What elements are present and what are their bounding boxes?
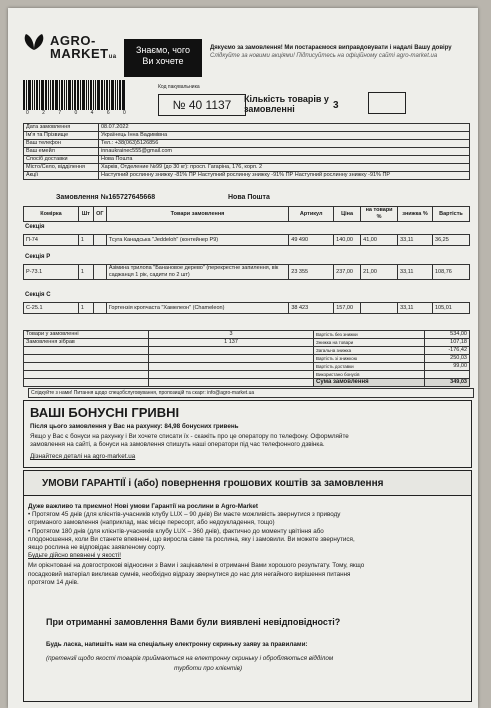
item-cell: 237,00 xyxy=(334,265,361,280)
column-header: Шт xyxy=(78,207,93,222)
barcode-bar xyxy=(90,80,92,110)
column-header: Вартість xyxy=(432,207,469,222)
barcode-bar xyxy=(88,80,89,110)
item-cell: П-74 xyxy=(24,235,79,246)
item-cell: 157,00 xyxy=(334,303,361,314)
summary-right-label: Загальна знижка xyxy=(314,347,425,355)
slogan-box xyxy=(124,39,202,77)
barcode-bar xyxy=(28,80,31,110)
summary-left-label: Замовлення зібрав xyxy=(24,339,149,347)
barcode-digits: 0 2 7 0 4 6 0 xyxy=(26,110,132,116)
info-label: Спосіб доставки xyxy=(24,156,99,164)
summary-left-value: 3 xyxy=(149,331,314,339)
summary-right-value: 534,00 xyxy=(424,331,469,339)
summary-right-label: Знижка на товари xyxy=(314,339,425,347)
barcode-bar xyxy=(80,80,81,110)
barcode-bar xyxy=(72,80,73,110)
summary-right-value: -176,42 xyxy=(424,347,469,355)
summary-right-value: 107,18 xyxy=(424,339,469,347)
info-label: Ваш емейл xyxy=(24,148,99,156)
summary-row xyxy=(24,331,470,339)
slogan-line-2: Ви хочете xyxy=(142,56,184,66)
column-header: на товари % xyxy=(361,207,398,222)
item-cell: 38 423 xyxy=(289,303,334,314)
guarantee-line: отриманого замовлення (наприклад, має місце пересорт, або недоукладення, тощо) xyxy=(28,519,275,527)
summary-row xyxy=(24,371,470,379)
info-value: Нова Пошта xyxy=(99,156,470,164)
guarantee-line: Ми орієнтовані на довгострокові відносини з Вами і зацікавлені в отриманні Вами хорошого результату. Тому, якщо xyxy=(28,562,365,570)
column-header: Артикул xyxy=(289,207,334,222)
summary-left-value xyxy=(149,379,314,387)
barcode-bar xyxy=(104,80,105,110)
section-title: Секція С xyxy=(25,292,51,298)
item-cell xyxy=(93,235,106,246)
barcode-bar xyxy=(64,80,65,110)
item-cell: Азімина трилопа "Банановое дерево" (перекрестне запилення, вік саджанця 1 рік, садити по 2 шт) xyxy=(106,265,288,280)
info-row xyxy=(24,148,470,156)
barcode-bar xyxy=(122,80,125,110)
column-header: ОГ xyxy=(93,207,106,222)
barcode-bar xyxy=(59,80,60,110)
summary-left-value xyxy=(149,347,314,355)
guarantee-line: Будьте дійсно впевнені у якості! xyxy=(28,552,121,560)
mismatch-question: При отриманні замовлення Вами були виявлені невідповідності? xyxy=(46,617,341,627)
barcode-bar xyxy=(93,80,94,110)
section-table xyxy=(23,264,470,280)
order-id: Замовлення №165727645668 xyxy=(56,194,156,201)
barcode-bar xyxy=(97,80,100,110)
bonus-box xyxy=(23,400,472,468)
item-cell xyxy=(361,303,398,314)
item-row xyxy=(24,235,470,246)
barcode-bar xyxy=(68,80,71,110)
count-box xyxy=(368,92,406,114)
summary-left-label: Товари у замовленні xyxy=(24,331,149,339)
barcode-bar xyxy=(45,80,47,110)
guarantee-line: • Протягом 45 днів (для клієнтів-учасників клубу LUX – 90 днів) Ви маєте можливість звернутися з приводу xyxy=(28,511,341,519)
header-message: Дякуємо за замовлення! Ми постараємося виправдовувати і надалі Вашу довіру Слідкуйте за новими акціями! Підписуйтесь на офіційному сайті agro-market.ua xyxy=(210,45,452,59)
item-cell: 41,00 xyxy=(361,235,398,246)
note-line-2: турботи про клієнтів) xyxy=(174,665,243,672)
items-header xyxy=(23,206,470,222)
summary-right-value xyxy=(424,371,469,379)
summary-left-label xyxy=(24,379,149,387)
item-cell: С-25.1 xyxy=(24,303,79,314)
bonus-balance: Після цього замовлення у Вас на рахунку: 84,98 бонусних гривень xyxy=(30,423,239,430)
summary-left-label xyxy=(24,347,149,355)
item-cell: 1 xyxy=(78,303,93,314)
request-text: Будь ласка, напишіть нам на спеціальну електронну скриньку заяву за правилами: xyxy=(46,641,308,648)
barcode-bar xyxy=(26,80,27,110)
summary-row xyxy=(24,355,470,363)
summary-row xyxy=(24,379,470,387)
summary-right-value: 250,03 xyxy=(424,355,469,363)
info-label: Ім'я та Прізвище xyxy=(24,132,99,140)
barcode-bar xyxy=(106,80,108,110)
guarantee-box xyxy=(23,470,472,702)
barcode-bar xyxy=(66,80,67,110)
barcode-bar xyxy=(48,80,49,110)
info-value: Наступний рослинну знижку -81% ПР Наступний рослинну знижку -91% ПР Наступний рослинну знижку -91% ПР xyxy=(99,172,470,180)
item-cell: 33,11 xyxy=(398,235,433,246)
info-value: Тел.: +38(063)5126856 xyxy=(99,140,470,148)
barcode-bar xyxy=(82,80,85,110)
info-value: 08.07.2022 xyxy=(99,124,470,132)
summary-left-value xyxy=(149,363,314,371)
bonus-text-2: замовлення на сайті, а бонуси на замовлення спишуть наші оператори під час телефонного дзвінка. xyxy=(30,441,325,448)
section-title: Секція xyxy=(25,224,45,230)
item-row xyxy=(24,303,470,314)
summary-left-label xyxy=(24,363,149,371)
summary-right-label: Вартість без знижки xyxy=(314,331,425,339)
barcode-bar xyxy=(117,80,118,110)
info-row xyxy=(24,156,470,164)
summary-right-label: Сума замовлення xyxy=(314,379,425,387)
column-header: Товари замовлення xyxy=(106,207,288,222)
packer-label: Код пакувальника xyxy=(158,84,200,90)
barcode-bar xyxy=(119,80,121,110)
info-value: Харків, Отделение №99 (до 30 кг): просп. Гагаріна, 176, корп. 2 xyxy=(99,164,470,172)
item-cell: 1 xyxy=(78,265,93,280)
customer-info-table xyxy=(23,123,470,180)
info-label: Ваш телефон xyxy=(24,140,99,148)
barcode-bar xyxy=(55,80,58,110)
barcode-bar xyxy=(32,80,33,110)
guarantee-line: плодоношення, коли Ви станете впевнені, що виросла саме та рослина, яку і замовили. Ви можете звернутися, xyxy=(28,535,355,543)
info-value: Українець Інна Вадимівна xyxy=(99,132,470,140)
bonus-title: ВАШІ БОНУСНІ ГРИВНІ xyxy=(30,405,180,420)
guarantee-line: • Протягом 180 днів (для клієнтів-учасників клубу LUX – 360 днів), фактично до моменту цвітіння або xyxy=(28,527,324,535)
barcode-bar xyxy=(61,80,63,110)
column-header: Комірка xyxy=(24,207,79,222)
items-count-label: Кількість товарів у замовленні xyxy=(244,94,329,114)
item-cell: 33,11 xyxy=(398,265,433,280)
item-cell: 33,11 xyxy=(398,303,433,314)
info-label: Дата замовлення xyxy=(24,124,99,132)
item-cell: 1 xyxy=(78,235,93,246)
guarantee-line: посадковий матеріал викликав сумнів, необхідно відразу звернутися до нас для негайного вирішення питання xyxy=(28,570,351,578)
barcode-bar xyxy=(39,80,40,110)
bonus-text-1: Якщо у Вас є бонуси на рахунку і Ви хочете списати їх - скажіть про це оператору по телефону. Оформляйте xyxy=(30,433,349,440)
barcode-bar xyxy=(86,80,87,110)
agro-market-logo xyxy=(22,30,117,68)
section-title: Секція Р xyxy=(25,254,51,260)
guarantee-line: протягом 14 днів. xyxy=(28,578,79,586)
summary-right-label: Використано бонусів xyxy=(314,371,425,379)
barcode-bar xyxy=(50,80,51,110)
note-line-1: (претензії щодо якості товарів приймаються на електронну скриньку і обробляються відділом xyxy=(46,655,334,662)
barcode-bar xyxy=(109,80,110,110)
summary-left-label xyxy=(24,355,149,363)
item-cell: 21,00 xyxy=(361,265,398,280)
info-label: Місто/Село, відділення xyxy=(24,164,99,172)
item-cell: 105,01 xyxy=(433,303,470,314)
barcode-bar xyxy=(36,80,38,110)
order-number: № 40 1137 xyxy=(158,94,246,116)
item-cell: 23 355 xyxy=(289,265,334,280)
contact-footer: Слідкуйте з нами! Питання щодо спецобслуговування, пропозицій та скарг: info@agro-market.ua xyxy=(28,388,474,398)
column-header: Ціна xyxy=(334,207,361,222)
barcode-bar xyxy=(74,80,76,110)
item-cell xyxy=(93,303,106,314)
summary-right-value: 99,00 xyxy=(424,363,469,371)
summary-left-value: 1 137 xyxy=(149,339,314,347)
guarantee-line: якщо рослина не відповідає заявленому сорту. xyxy=(28,544,166,552)
item-cell: 49 490 xyxy=(289,235,334,246)
guarantee-title: УМОВИ ГАРАНТІЇ і (або) повернення грошових коштів за замовлення xyxy=(42,478,384,489)
item-cell xyxy=(93,265,106,280)
item-cell: 108,76 xyxy=(432,265,469,280)
summary-row xyxy=(24,347,470,355)
bonus-link[interactable]: Дізнайтеся деталі на agro-market.ua xyxy=(30,453,136,460)
info-value: innaukrainec555@gmail.com xyxy=(99,148,470,156)
info-row xyxy=(24,164,470,172)
summary-right-label: Вартість зі знижкою xyxy=(314,355,425,363)
item-cell: 36,25 xyxy=(433,235,470,246)
info-row xyxy=(24,140,470,148)
slogan-line-1: Знаємо, чого xyxy=(136,45,190,55)
info-row xyxy=(24,132,470,140)
info-row xyxy=(24,124,470,132)
barcode xyxy=(23,80,143,110)
info-row xyxy=(24,172,470,180)
barcode-bar xyxy=(34,80,35,110)
info-label: Акції xyxy=(24,172,99,180)
summary-table xyxy=(23,330,470,387)
summary-right-value: 349,03 xyxy=(424,379,469,387)
summary-left-value xyxy=(149,371,314,379)
order-sheet xyxy=(8,8,478,708)
barcode-bar xyxy=(41,80,44,110)
summary-left-label xyxy=(24,371,149,379)
summary-row xyxy=(24,339,470,347)
barcode-bar xyxy=(115,80,116,110)
column-header: знижка % xyxy=(398,207,433,222)
barcode-bar xyxy=(52,80,54,110)
barcode-bar xyxy=(23,80,25,110)
item-cell: Тсуга Канадська "Jeddeloh" (контейнер Р9) xyxy=(106,235,288,246)
section-table xyxy=(23,302,470,314)
section-table xyxy=(23,234,470,246)
summary-left-value xyxy=(149,355,314,363)
barcode-bar xyxy=(101,80,103,110)
leaf-icon xyxy=(22,32,46,52)
carrier: Нова Пошта xyxy=(228,194,270,201)
barcode-bar xyxy=(95,80,96,110)
guarantee-line: Дуже важливо та приємно! Нові умови Гарантії на рослини в Agro-Market xyxy=(28,503,259,510)
summary-right-label: Вартість доставки xyxy=(314,363,425,371)
logo-text: AGRO- MARKETua xyxy=(50,33,117,61)
item-cell: Гортензія кропчаста "Хамелеон" (Chameleon) xyxy=(106,303,289,314)
item-cell: 140,00 xyxy=(334,235,361,246)
barcode-bar xyxy=(111,80,114,110)
barcode-bar xyxy=(77,80,79,110)
items-count-value: 3 xyxy=(333,100,339,111)
item-cell: Р-73.1 xyxy=(24,265,79,280)
summary-row xyxy=(24,363,470,371)
item-row xyxy=(24,265,470,280)
